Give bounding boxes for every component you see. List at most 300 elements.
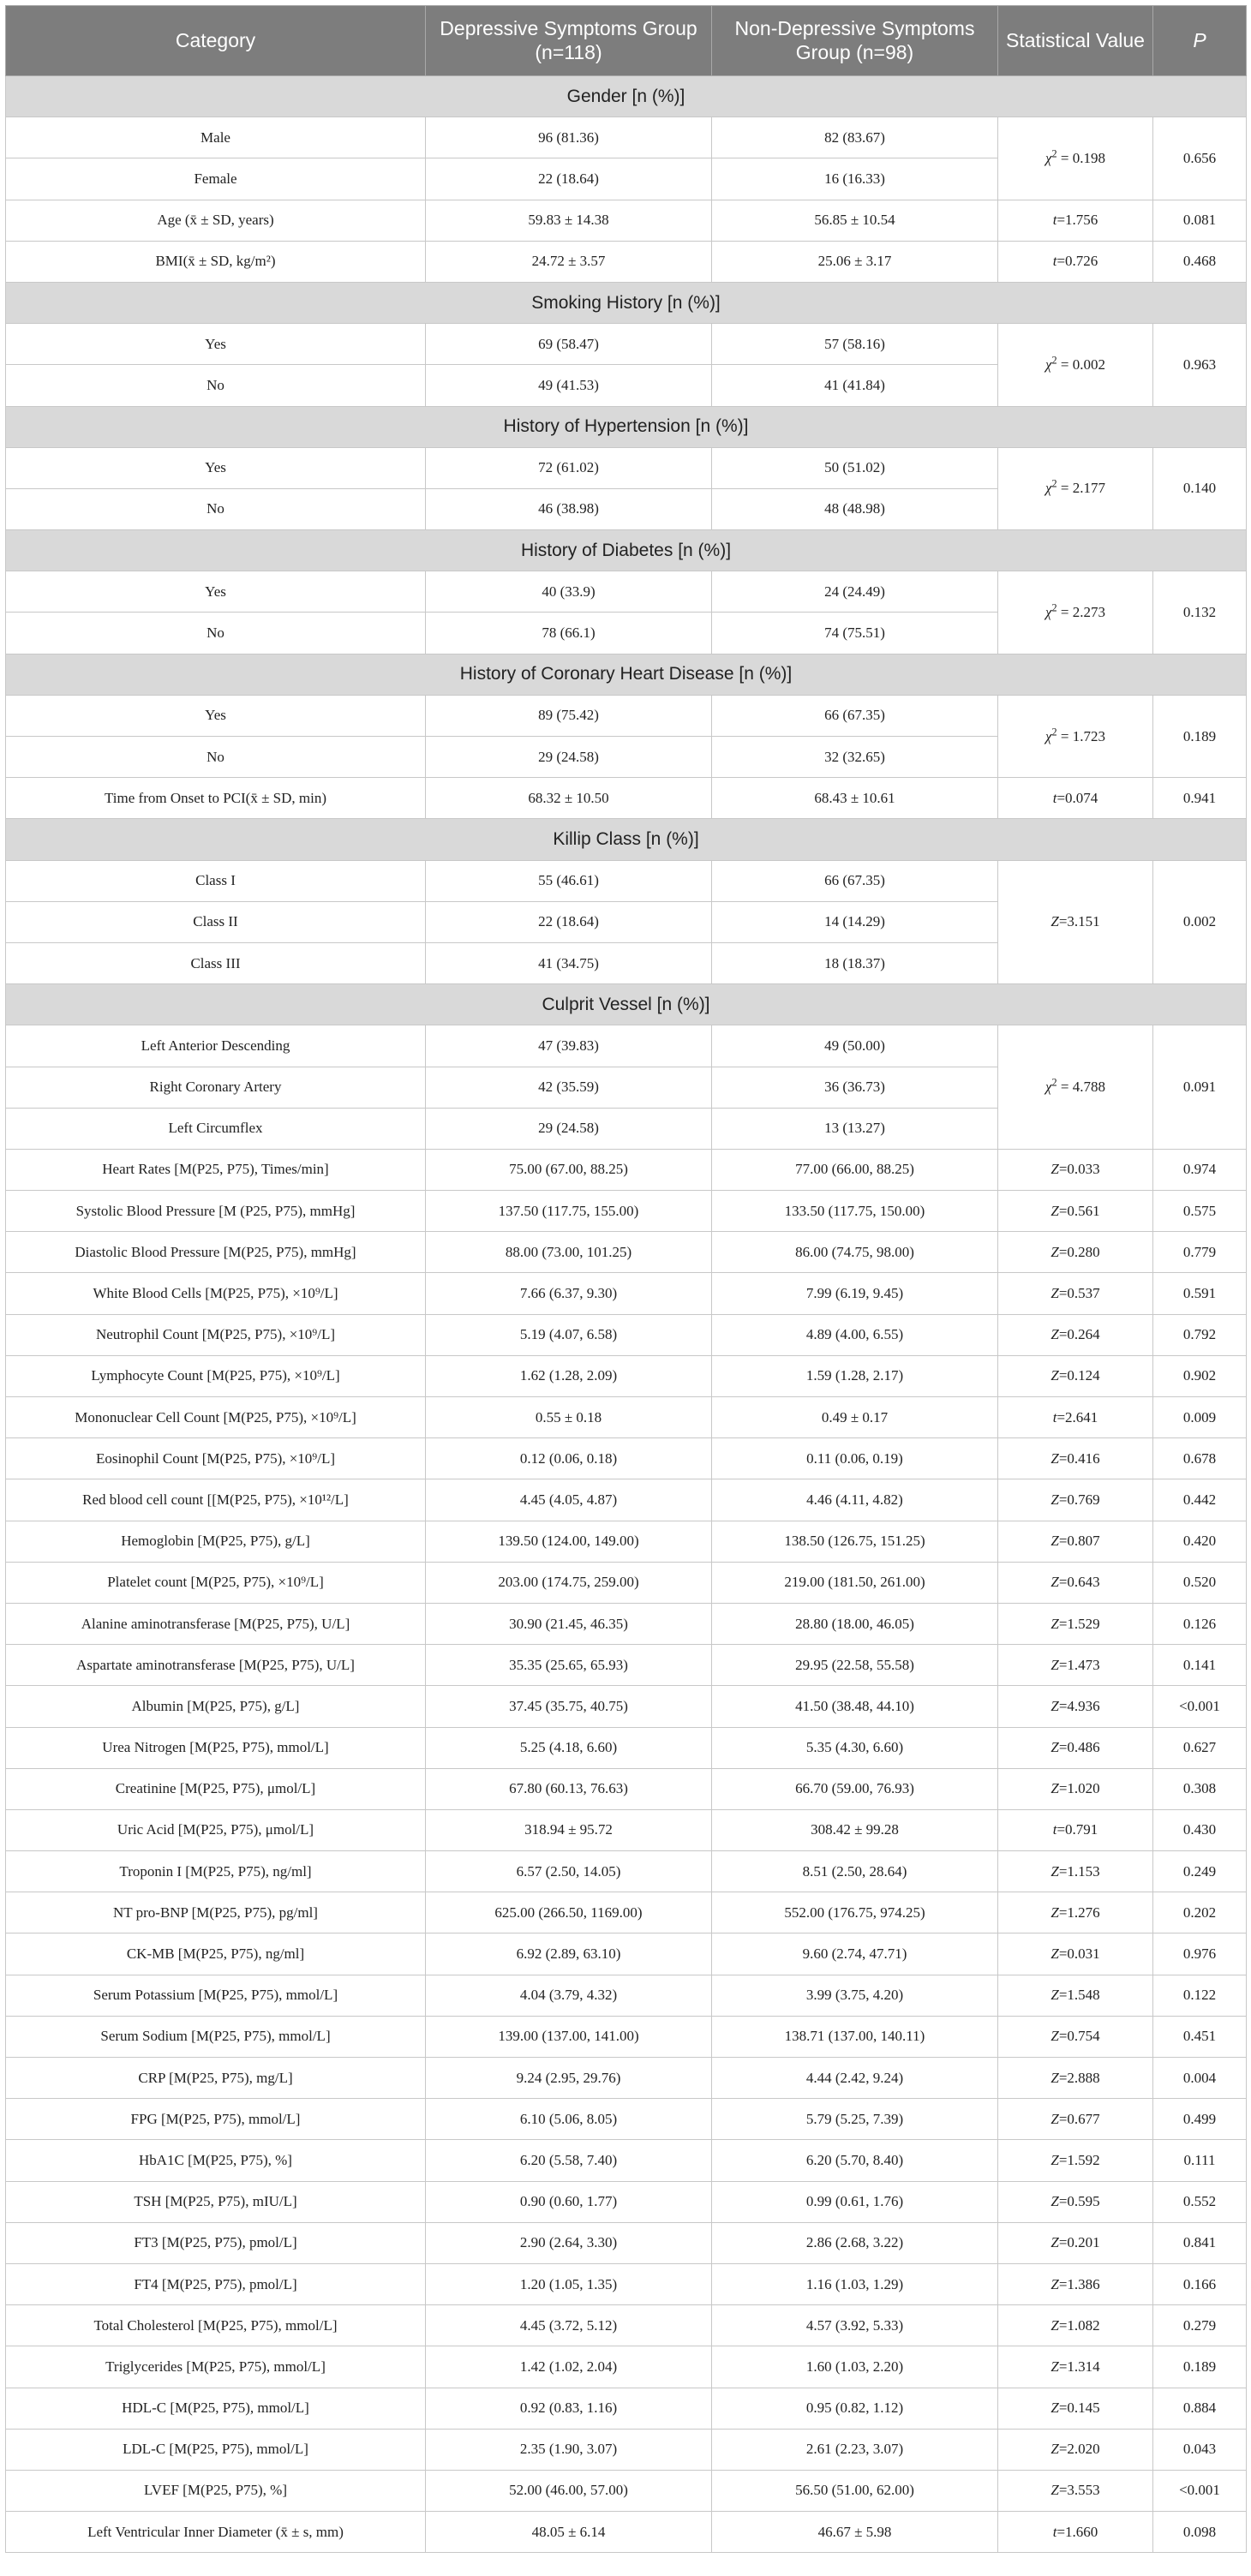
row-label: TSH [M(P25, P75), mIU/L]	[6, 2181, 426, 2222]
depressive-group-value: 7.66 (6.37, 9.30)	[426, 1273, 712, 1314]
p-value: 0.451	[1153, 2016, 1247, 2057]
row-label: Heart Rates [M(P25, P75), Times/min]	[6, 1149, 426, 1190]
statistical-value	[998, 1397, 1153, 1438]
table-row	[6, 200, 1247, 241]
non-depressive-group-value: 16 (16.33)	[712, 158, 998, 200]
statistic-symbol: t	[1052, 789, 1057, 806]
row-label: Systolic Blood Pressure [M (P25, P75), mmHg]	[6, 1191, 426, 1232]
p-value: 0.043	[1153, 2429, 1247, 2470]
non-depressive-group-value: 50 (51.02)	[712, 447, 998, 488]
p-value: 0.420	[1153, 1521, 1247, 1562]
section-heading: Gender [n (%)]	[6, 76, 1247, 117]
non-depressive-group-value: 82 (83.67)	[712, 117, 998, 158]
statistic-symbol: Z	[1050, 2316, 1059, 2334]
non-depressive-group-value: 14 (14.29)	[712, 901, 998, 942]
statistical-value	[998, 1025, 1153, 1150]
statistic-symbol: Z	[1050, 1285, 1059, 1302]
p-value: 0.098	[1153, 2512, 1247, 2553]
non-depressive-group-value: 29.95 (22.58, 55.58)	[712, 1645, 998, 1686]
row-label: White Blood Cells [M(P25, P75), ×10⁹/L]	[6, 1273, 426, 1314]
depressive-group-value: 30.90 (21.45, 46.35)	[426, 1603, 712, 1644]
depressive-group-value: 35.35 (25.65, 65.93)	[426, 1645, 712, 1686]
table-row	[6, 1232, 1247, 1273]
statistic-symbol: Z	[1050, 2275, 1059, 2292]
depressive-group-value: 5.25 (4.18, 6.60)	[426, 1727, 712, 1768]
depressive-group-value: 29 (24.58)	[426, 1108, 712, 1149]
statistical-value	[998, 1314, 1153, 1355]
statistical-value	[998, 1149, 1153, 1190]
p-value: 0.249	[1153, 1851, 1247, 1892]
statistic-symbol: Z	[1050, 1862, 1059, 1880]
statistical-value	[998, 200, 1153, 241]
table-row	[6, 1438, 1247, 1479]
statistic-symbol: Z	[1050, 2151, 1059, 2168]
non-depressive-group-value: 308.42 ± 99.28	[712, 1809, 998, 1850]
depressive-group-value: 4.45 (3.72, 5.12)	[426, 2305, 712, 2346]
row-label: Creatinine [M(P25, P75), μmol/L]	[6, 1768, 426, 1809]
p-value: 0.779	[1153, 1232, 1247, 1273]
table-body	[6, 76, 1247, 2553]
statistic-value: =0.754	[1058, 2028, 1100, 2045]
p-value: <0.001	[1153, 1686, 1247, 1727]
depressive-group-value: 139.00 (137.00, 141.00)	[426, 2016, 712, 2057]
p-value: <0.001	[1153, 2470, 1247, 2511]
section-row	[6, 76, 1247, 117]
statistic-symbol: Z	[1050, 1161, 1059, 1178]
statistical-value	[998, 1562, 1153, 1603]
p-value: 0.442	[1153, 1479, 1247, 1521]
statistic-value: = 4.788	[1056, 1079, 1105, 1096]
table-row	[6, 1851, 1247, 1892]
p-value: 0.189	[1153, 695, 1247, 777]
p-value: 0.884	[1153, 2388, 1247, 2429]
statistical-value	[998, 860, 1153, 984]
depressive-group-value: 24.72 ± 3.57	[426, 241, 712, 282]
row-label: Diastolic Blood Pressure [M(P25, P75), mmHg]	[6, 1232, 426, 1273]
row-label: Platelet count [M(P25, P75), ×10⁹/L]	[6, 1562, 426, 1603]
statistical-value	[998, 1479, 1153, 1521]
statistic-value: =1.020	[1058, 1780, 1100, 1797]
p-value: 0.081	[1153, 200, 1247, 241]
row-label: Yes	[6, 571, 426, 613]
non-depressive-group-value: 18 (18.37)	[712, 942, 998, 983]
depressive-group-value: 89 (75.42)	[426, 695, 712, 736]
p-value: 0.141	[1153, 1645, 1247, 1686]
statistic-symbol: Z	[1050, 1574, 1059, 1591]
statistical-value	[998, 2429, 1153, 2470]
statistic-symbol: Z	[1050, 2193, 1059, 2210]
statistical-value	[998, 241, 1153, 282]
statistic-symbol: Z	[1050, 2028, 1059, 2045]
statistic-value: =1.548	[1058, 1987, 1100, 2004]
row-label: Serum Potassium [M(P25, P75), mmol/L]	[6, 1975, 426, 2016]
non-depressive-group-value: 41 (41.84)	[712, 365, 998, 406]
statistic-value: =0.677	[1058, 2110, 1100, 2127]
table-row	[6, 1768, 1247, 1809]
statistical-value	[998, 1975, 1153, 2016]
statistical-value	[998, 2263, 1153, 2304]
row-label: FPG [M(P25, P75), mmol/L]	[6, 2099, 426, 2140]
table-row	[6, 1355, 1247, 1396]
row-label: No	[6, 488, 426, 529]
row-label: Neutrophil Count [M(P25, P75), ×10⁹/L]	[6, 1314, 426, 1355]
row-label: BMI(x̄ ± SD, kg/m²)	[6, 241, 426, 282]
statistical-value	[998, 1933, 1153, 1975]
statistic-symbol: Z	[1050, 1367, 1059, 1384]
p-value: 0.627	[1153, 1727, 1247, 1768]
non-depressive-group-value: 2.61 (2.23, 3.07)	[712, 2429, 998, 2470]
depressive-group-value: 4.45 (4.05, 4.87)	[426, 1479, 712, 1521]
depressive-group-value: 2.35 (1.90, 3.07)	[426, 2429, 712, 2470]
statistical-value	[998, 1645, 1153, 1686]
row-label: NT pro-BNP [M(P25, P75), pg/ml]	[6, 1892, 426, 1933]
non-depressive-group-value: 28.80 (18.00, 46.05)	[712, 1603, 998, 1644]
depressive-group-value: 67.80 (60.13, 76.63)	[426, 1768, 712, 1809]
statistic-value: =0.416	[1058, 1449, 1100, 1467]
depressive-group-value: 29 (24.58)	[426, 737, 712, 778]
statistical-value	[998, 695, 1153, 777]
non-depressive-group-value: 68.43 ± 10.61	[712, 778, 998, 819]
statistical-value	[998, 1355, 1153, 1396]
row-label: Left Circumflex	[6, 1108, 426, 1149]
non-depressive-group-value: 552.00 (176.75, 974.25)	[712, 1892, 998, 1933]
p-value: 0.091	[1153, 1025, 1247, 1150]
statistic-value: =1.660	[1056, 2523, 1098, 2540]
statistic-symbol: Z	[1050, 1243, 1059, 1260]
depressive-group-value: 6.20 (5.58, 7.40)	[426, 2140, 712, 2181]
statistical-value	[998, 2222, 1153, 2263]
depressive-group-value: 22 (18.64)	[426, 901, 712, 942]
statistic-value: =0.201	[1058, 2234, 1100, 2251]
row-label: Total Cholesterol [M(P25, P75), mmol/L]	[6, 2305, 426, 2346]
row-label: HbA1C [M(P25, P75), %]	[6, 2140, 426, 2181]
statistic-value: =0.769	[1058, 1491, 1100, 1508]
row-label: Red blood cell count [[M(P25, P75), ×10¹²/L]	[6, 1479, 426, 1521]
non-depressive-group-value: 32 (32.65)	[712, 737, 998, 778]
row-label: Lymphocyte Count [M(P25, P75), ×10⁹/L]	[6, 1355, 426, 1396]
row-label: Left Anterior Descending	[6, 1025, 426, 1067]
statistic-symbol: Z	[1050, 913, 1059, 930]
depressive-group-value: 75.00 (67.00, 88.25)	[426, 1149, 712, 1190]
p-value: 0.520	[1153, 1562, 1247, 1603]
depressive-group-value: 59.83 ± 14.38	[426, 200, 712, 241]
statistic-value: =2.020	[1058, 2441, 1100, 2458]
p-value: 0.591	[1153, 1273, 1247, 1314]
statistical-value	[998, 2512, 1153, 2553]
statistic-value: = 1.723	[1056, 727, 1105, 744]
depressive-group-value: 0.92 (0.83, 1.16)	[426, 2388, 712, 2429]
statistic-symbol: t	[1052, 253, 1057, 270]
statistic-symbol: χ	[1045, 1079, 1052, 1096]
table-row	[6, 1521, 1247, 1562]
statistic-value: =3.151	[1058, 913, 1100, 930]
statistic-symbol: Z	[1050, 1533, 1059, 1550]
table-row	[6, 860, 1247, 901]
depressive-group-value: 41 (34.75)	[426, 942, 712, 983]
table-row	[6, 2099, 1247, 2140]
non-depressive-group-value: 5.79 (5.25, 7.39)	[712, 2099, 998, 2140]
table-row	[6, 1892, 1247, 1933]
statistic-symbol: Z	[1050, 2482, 1059, 2499]
row-label: Time from Onset to PCI(x̄ ± SD, min)	[6, 778, 426, 819]
statistic-value: =1.529	[1058, 1615, 1100, 1632]
row-label: Yes	[6, 447, 426, 488]
p-value: 0.189	[1153, 2346, 1247, 2388]
table-row	[6, 1603, 1247, 1644]
statistic-symbol: Z	[1050, 1449, 1059, 1467]
section-row	[6, 984, 1247, 1025]
p-value: 0.002	[1153, 860, 1247, 984]
p-value: 0.004	[1153, 2058, 1247, 2099]
statistic-superscript: 2	[1051, 725, 1057, 738]
header-p-value: P	[1153, 6, 1247, 76]
statistic-symbol: Z	[1050, 1656, 1059, 1673]
table-row	[6, 117, 1247, 158]
statistical-value	[998, 2305, 1153, 2346]
section-heading: History of Diabetes [n (%)]	[6, 530, 1247, 571]
p-value: 0.902	[1153, 1355, 1247, 1396]
section-heading: Smoking History [n (%)]	[6, 282, 1247, 323]
non-depressive-group-value: 6.20 (5.70, 8.40)	[712, 2140, 998, 2181]
statistic-symbol: Z	[1050, 1945, 1059, 1963]
non-depressive-group-value: 41.50 (38.48, 44.10)	[712, 1686, 998, 1727]
statistic-value: =0.807	[1058, 1533, 1100, 1550]
table-row	[6, 2429, 1247, 2470]
non-depressive-group-value: 8.51 (2.50, 28.64)	[712, 1851, 998, 1892]
row-label: Triglycerides [M(P25, P75), mmol/L]	[6, 2346, 426, 2388]
statistic-value: =0.033	[1058, 1161, 1100, 1178]
depressive-group-value: 318.94 ± 95.72	[426, 1809, 712, 1850]
statistical-value	[998, 1273, 1153, 1314]
depressive-group-value: 55 (46.61)	[426, 860, 712, 901]
p-value: 0.430	[1153, 1809, 1247, 1850]
depressive-group-value: 625.00 (266.50, 1169.00)	[426, 1892, 712, 1933]
statistical-value	[998, 1809, 1153, 1850]
row-label: LVEF [M(P25, P75), %]	[6, 2470, 426, 2511]
table-row	[6, 571, 1247, 613]
statistical-value	[998, 2058, 1153, 2099]
statistical-value	[998, 1438, 1153, 1479]
non-depressive-group-value: 66 (67.35)	[712, 695, 998, 736]
statistic-symbol: Z	[1050, 2441, 1059, 2458]
depressive-group-value: 48.05 ± 6.14	[426, 2512, 712, 2553]
statistic-value: =0.031	[1058, 1945, 1100, 1963]
non-depressive-group-value: 4.57 (3.92, 5.33)	[712, 2305, 998, 2346]
p-value: 0.678	[1153, 1438, 1247, 1479]
statistic-superscript: 2	[1051, 1076, 1057, 1089]
table-row	[6, 1933, 1247, 1975]
p-value: 0.963	[1153, 324, 1247, 406]
depressive-group-value: 139.50 (124.00, 149.00)	[426, 1521, 712, 1562]
p-value: 0.122	[1153, 1975, 1247, 2016]
p-value: 0.468	[1153, 241, 1247, 282]
table-row	[6, 1727, 1247, 1768]
table-row	[6, 1149, 1247, 1190]
non-depressive-group-value: 138.71 (137.00, 140.11)	[712, 2016, 998, 2057]
non-depressive-group-value: 24 (24.49)	[712, 571, 998, 613]
statistic-value: =2.888	[1058, 2069, 1100, 2086]
statistic-value: =3.553	[1058, 2482, 1100, 2499]
p-value: 0.656	[1153, 117, 1247, 200]
row-label: Male	[6, 117, 426, 158]
non-depressive-group-value: 66 (67.35)	[712, 860, 998, 901]
statistic-symbol: t	[1052, 2523, 1057, 2540]
statistic-symbol: χ	[1045, 149, 1052, 166]
non-depressive-group-value: 0.49 ± 0.17	[712, 1397, 998, 1438]
non-depressive-group-value: 66.70 (59.00, 76.93)	[712, 1768, 998, 1809]
statistic-symbol: t	[1052, 1821, 1057, 1838]
non-depressive-group-value: 7.99 (6.19, 9.45)	[712, 1273, 998, 1314]
statistical-value	[998, 1603, 1153, 1644]
non-depressive-group-value: 36 (36.73)	[712, 1067, 998, 1108]
statistic-value: =0.791	[1056, 1821, 1098, 1838]
statistical-value	[998, 324, 1153, 406]
section-heading: History of Hypertension [n (%)]	[6, 406, 1247, 447]
row-label: Eosinophil Count [M(P25, P75), ×10⁹/L]	[6, 1438, 426, 1479]
statistic-value: =4.936	[1058, 1697, 1100, 1714]
header-statistical-value: Statistical Value	[998, 6, 1153, 76]
p-value: 0.279	[1153, 2305, 1247, 2346]
table-row	[6, 2181, 1247, 2222]
table-row	[6, 695, 1247, 736]
p-value: 0.126	[1153, 1603, 1247, 1644]
depressive-group-value: 88.00 (73.00, 101.25)	[426, 1232, 712, 1273]
statistic-value: =0.561	[1058, 1202, 1100, 1219]
table-row	[6, 1025, 1247, 1067]
statistical-value	[998, 2140, 1153, 2181]
row-label: Female	[6, 158, 426, 200]
p-value: 0.552	[1153, 2181, 1247, 2222]
row-label: Serum Sodium [M(P25, P75), mmol/L]	[6, 2016, 426, 2057]
depressive-group-value: 96 (81.36)	[426, 117, 712, 158]
statistic-value: =0.264	[1058, 1326, 1100, 1343]
statistic-symbol: χ	[1045, 480, 1052, 497]
p-value: 0.202	[1153, 1892, 1247, 1933]
table-row	[6, 447, 1247, 488]
table-row	[6, 2058, 1247, 2099]
non-depressive-group-value: 1.59 (1.28, 2.17)	[712, 1355, 998, 1396]
depressive-group-value: 40 (33.9)	[426, 571, 712, 613]
row-label: Troponin I [M(P25, P75), ng/ml]	[6, 1851, 426, 1892]
p-value: 0.575	[1153, 1191, 1247, 1232]
statistic-symbol: t	[1052, 212, 1057, 229]
depressive-group-value: 1.20 (1.05, 1.35)	[426, 2263, 712, 2304]
statistic-symbol: Z	[1050, 1987, 1059, 2004]
statistic-value: =1.386	[1058, 2275, 1100, 2292]
p-value: 0.792	[1153, 1314, 1247, 1355]
statistical-value	[998, 1768, 1153, 1809]
non-depressive-group-value: 0.11 (0.06, 0.19)	[712, 1438, 998, 1479]
row-label: Albumin [M(P25, P75), g/L]	[6, 1686, 426, 1727]
non-depressive-group-value: 2.86 (2.68, 3.22)	[712, 2222, 998, 2263]
non-depressive-group-value: 4.89 (4.00, 6.55)	[712, 1314, 998, 1355]
row-label: Mononuclear Cell Count [M(P25, P75), ×10⁹/L]	[6, 1397, 426, 1438]
statistic-value: =0.726	[1056, 253, 1098, 270]
section-heading: History of Coronary Heart Disease [n (%)]	[6, 654, 1247, 695]
non-depressive-group-value: 56.85 ± 10.54	[712, 200, 998, 241]
row-label: Hemoglobin [M(P25, P75), g/L]	[6, 1521, 426, 1562]
depressive-group-value: 46 (38.98)	[426, 488, 712, 529]
statistic-value: =0.280	[1058, 1243, 1100, 1260]
table-row	[6, 1397, 1247, 1438]
row-label: No	[6, 737, 426, 778]
depressive-group-value: 9.24 (2.95, 29.76)	[426, 2058, 712, 2099]
non-depressive-group-value: 4.46 (4.11, 4.82)	[712, 1479, 998, 1521]
depressive-group-value: 0.12 (0.06, 0.18)	[426, 1438, 712, 1479]
non-depressive-group-value: 56.50 (51.00, 62.00)	[712, 2470, 998, 2511]
statistic-symbol: Z	[1050, 2234, 1059, 2251]
row-label: Urea Nitrogen [M(P25, P75), mmol/L]	[6, 1727, 426, 1768]
non-depressive-group-value: 25.06 ± 3.17	[712, 241, 998, 282]
depressive-group-value: 6.92 (2.89, 63.10)	[426, 1933, 712, 1975]
non-depressive-group-value: 1.16 (1.03, 1.29)	[712, 2263, 998, 2304]
section-heading: Killip Class [n (%)]	[6, 819, 1247, 860]
statistic-superscript: 2	[1051, 601, 1057, 614]
row-label: Uric Acid [M(P25, P75), μmol/L]	[6, 1809, 426, 1850]
statistic-symbol: Z	[1050, 1780, 1059, 1797]
statistical-value	[998, 2470, 1153, 2511]
non-depressive-group-value: 138.50 (126.75, 151.25)	[712, 1521, 998, 1562]
statistical-value	[998, 1727, 1153, 1768]
statistic-symbol: Z	[1050, 1739, 1059, 1756]
depressive-group-value: 2.90 (2.64, 3.30)	[426, 2222, 712, 2263]
row-label: CRP [M(P25, P75), mg/L]	[6, 2058, 426, 2099]
statistical-value	[998, 2099, 1153, 2140]
statistic-value: =0.074	[1056, 789, 1098, 806]
statistic-symbol: Z	[1050, 1615, 1059, 1632]
statistic-value: =0.145	[1058, 2400, 1100, 2417]
row-label: FT4 [M(P25, P75), pmol/L]	[6, 2263, 426, 2304]
depressive-group-value: 49 (41.53)	[426, 365, 712, 406]
non-depressive-group-value: 57 (58.16)	[712, 324, 998, 365]
table-row	[6, 1562, 1247, 1603]
row-label: Alanine aminotransferase [M(P25, P75), U/L]	[6, 1603, 426, 1644]
statistic-value: =1.082	[1058, 2316, 1100, 2334]
section-row	[6, 654, 1247, 695]
section-row	[6, 282, 1247, 323]
statistic-value: =1.153	[1058, 1862, 1100, 1880]
statistic-value: =0.643	[1058, 1574, 1100, 1591]
section-row	[6, 819, 1247, 860]
statistical-value	[998, 1851, 1153, 1892]
statistic-symbol: Z	[1050, 2358, 1059, 2375]
non-depressive-group-value: 5.35 (4.30, 6.60)	[712, 1727, 998, 1768]
statistical-value	[998, 1191, 1153, 1232]
table-row	[6, 1645, 1247, 1686]
depressive-group-value: 42 (35.59)	[426, 1067, 712, 1108]
row-label: CK-MB [M(P25, P75), ng/ml]	[6, 1933, 426, 1975]
row-label: Yes	[6, 695, 426, 736]
depressive-group-value: 5.19 (4.07, 6.58)	[426, 1314, 712, 1355]
p-value: 0.132	[1153, 571, 1247, 654]
depressive-group-value: 78 (66.1)	[426, 613, 712, 654]
statistic-value: =0.486	[1058, 1739, 1100, 1756]
statistic-symbol: χ	[1045, 727, 1052, 744]
statistic-value: =2.641	[1056, 1408, 1098, 1425]
depressive-group-value: 1.62 (1.28, 2.09)	[426, 1355, 712, 1396]
depressive-group-value: 4.04 (3.79, 4.32)	[426, 1975, 712, 2016]
row-label: HDL-C [M(P25, P75), mmol/L]	[6, 2388, 426, 2429]
statistic-value: = 2.177	[1056, 480, 1105, 497]
table-row	[6, 2016, 1247, 2057]
statistic-value: = 0.198	[1056, 149, 1105, 166]
row-label: Yes	[6, 324, 426, 365]
table-row	[6, 1975, 1247, 2016]
depressive-group-value: 37.45 (35.75, 40.75)	[426, 1686, 712, 1727]
row-label: Class I	[6, 860, 426, 901]
p-value: 0.308	[1153, 1768, 1247, 1809]
table-row	[6, 1686, 1247, 1727]
